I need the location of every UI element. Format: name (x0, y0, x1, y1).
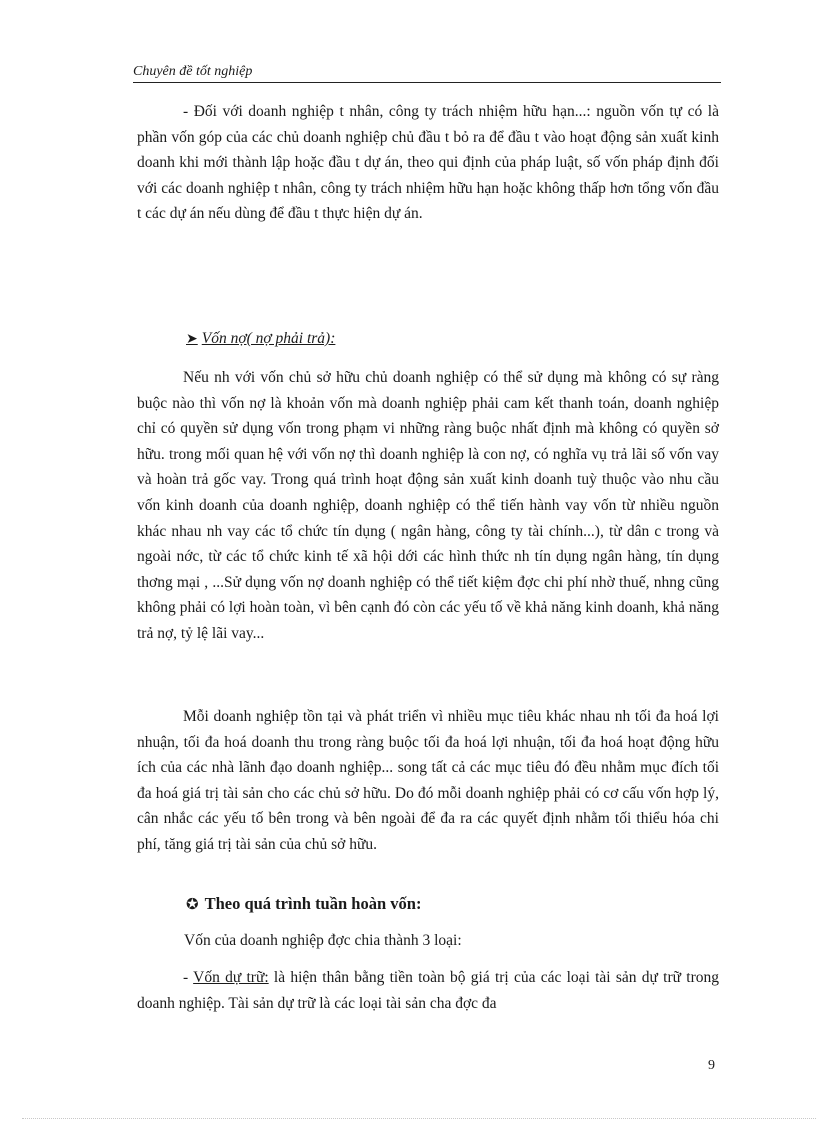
paragraph-goals (137, 704, 719, 858)
star-bullet-icon: ✪ (186, 897, 199, 913)
dash-prefix: - (183, 969, 194, 986)
paragraph-reserve-capital (137, 965, 719, 1016)
header-title: Chuyên đề tốt nghiệp (133, 64, 253, 79)
heading-cycle-text: Theo quá trình tuần hoàn vốn: (204, 894, 422, 913)
paragraph-owner-capital (137, 99, 719, 227)
paragraph-debt-capital (137, 365, 719, 647)
heading-debt-capital (186, 330, 335, 348)
footer-dotted-rule (22, 1118, 816, 1119)
page-number: 9 (708, 1058, 715, 1073)
paragraph-text: Nếu nh với vốn chủ sở hữu chủ doanh nghiệp có thể sử dụng mà không có sự ràng buộc nào thì vốn nợ là khoản vốn mà doanh nghiệp phải cam kết thanh toán, doanh nghiệp chỉ có quyền sử dụng vốn trong phạm vi những ràng buộc nhất định mà không có quyền sở hữu. trong mối quan hệ với vốn nợ thì doanh nghiệp là con nợ, có nghĩa vụ trả lãi số vốn vay và hoàn trả gốc vay. Trong quá trình hoạt động sản xuất kinh doanh tuỳ thuộc vào nhu cầu vốn kinh doanh của doanh nghiệp, doanh nghiệp có thể tiến hành vay vốn từ nhiều nguồn khác nhau nh vay các tổ chức tín dụng ( ngân hàng, công ty tài chính...), từ dân c trong và ngoài nớc, từ các tổ chức kinh tế xã hội dới các hình thức nh tín dụng ngân hàng, tín dụng thơng mại , ...Sử dụng vốn nợ doanh nghiệp có thể tiết kiệm đợc chi phí nhờ thuế, nhng cũng không phải có lợi hoàn toàn, vì bên cạnh đó còn các yếu tố về khả năng kinh doanh, khả năng trả nợ, tỷ lệ lãi vay... (137, 369, 719, 642)
paragraph-text (137, 965, 719, 1016)
paragraph-text: - Đối với doanh nghiệp t nhân, công ty trách nhiệm hữu hạn...: nguồn vốn tự có là phần vốn góp của các chủ doanh nghiệp chủ đầu t bỏ ra để đầu t vào hoạt động sản xuất kinh doanh khi mới thành lập hoặc đầu t dự án, theo qui định của pháp luật, số vốn pháp định đối với các doanh nghiệp t nhân, công ty trách nhiệm hữu hạn hoặc không thấp hơn tổng vốn đầu t các dự án nếu dùng để đầu t thực hiện dự án. (137, 103, 719, 223)
reserve-term: Vốn dự trữ: (193, 969, 269, 986)
three-types-line: Vốn của doanh nghiệp đợc chia thành 3 loại: (184, 932, 462, 949)
paragraph-text: Mỗi doanh nghiệp tồn tại và phát triển vì nhiều mục tiêu khác nhau nh tối đa hoá lợi nhuận, tối đa hoá doanh thu trong ràng buộc tối đa hoá lợi nhuận, tối đa hoá hoạt động hữu ích của các nhà lãnh đạo doanh nghiệp... song tất cả các mục tiêu đó đều nhằm mục đích tối đa hoá giá trị tài sản cho các chủ sở hữu. Do đó mỗi doanh nghiệp phải có cơ cấu vốn hợp lý, cân nhắc các yếu tố bên trong và bên ngoài để đa ra các quyết định nhằm tối thiểu hóa chi phí, tăng giá trị tài sản của chủ sở hữu. (137, 708, 719, 853)
heading-capital-cycle (186, 894, 421, 914)
reserve-definition: là hiện thân bằng tiền toàn bộ giá trị của các loại tài sản dự trữ trong doanh nghiệp. Tài sản dự trữ là các loại tài sản cha đợc đa (137, 969, 720, 1012)
arrow-bullet-icon: ➤ (186, 332, 198, 347)
header-rule (133, 82, 721, 83)
heading-debt-text: Vốn nợ( nợ phải trả): (201, 330, 336, 347)
